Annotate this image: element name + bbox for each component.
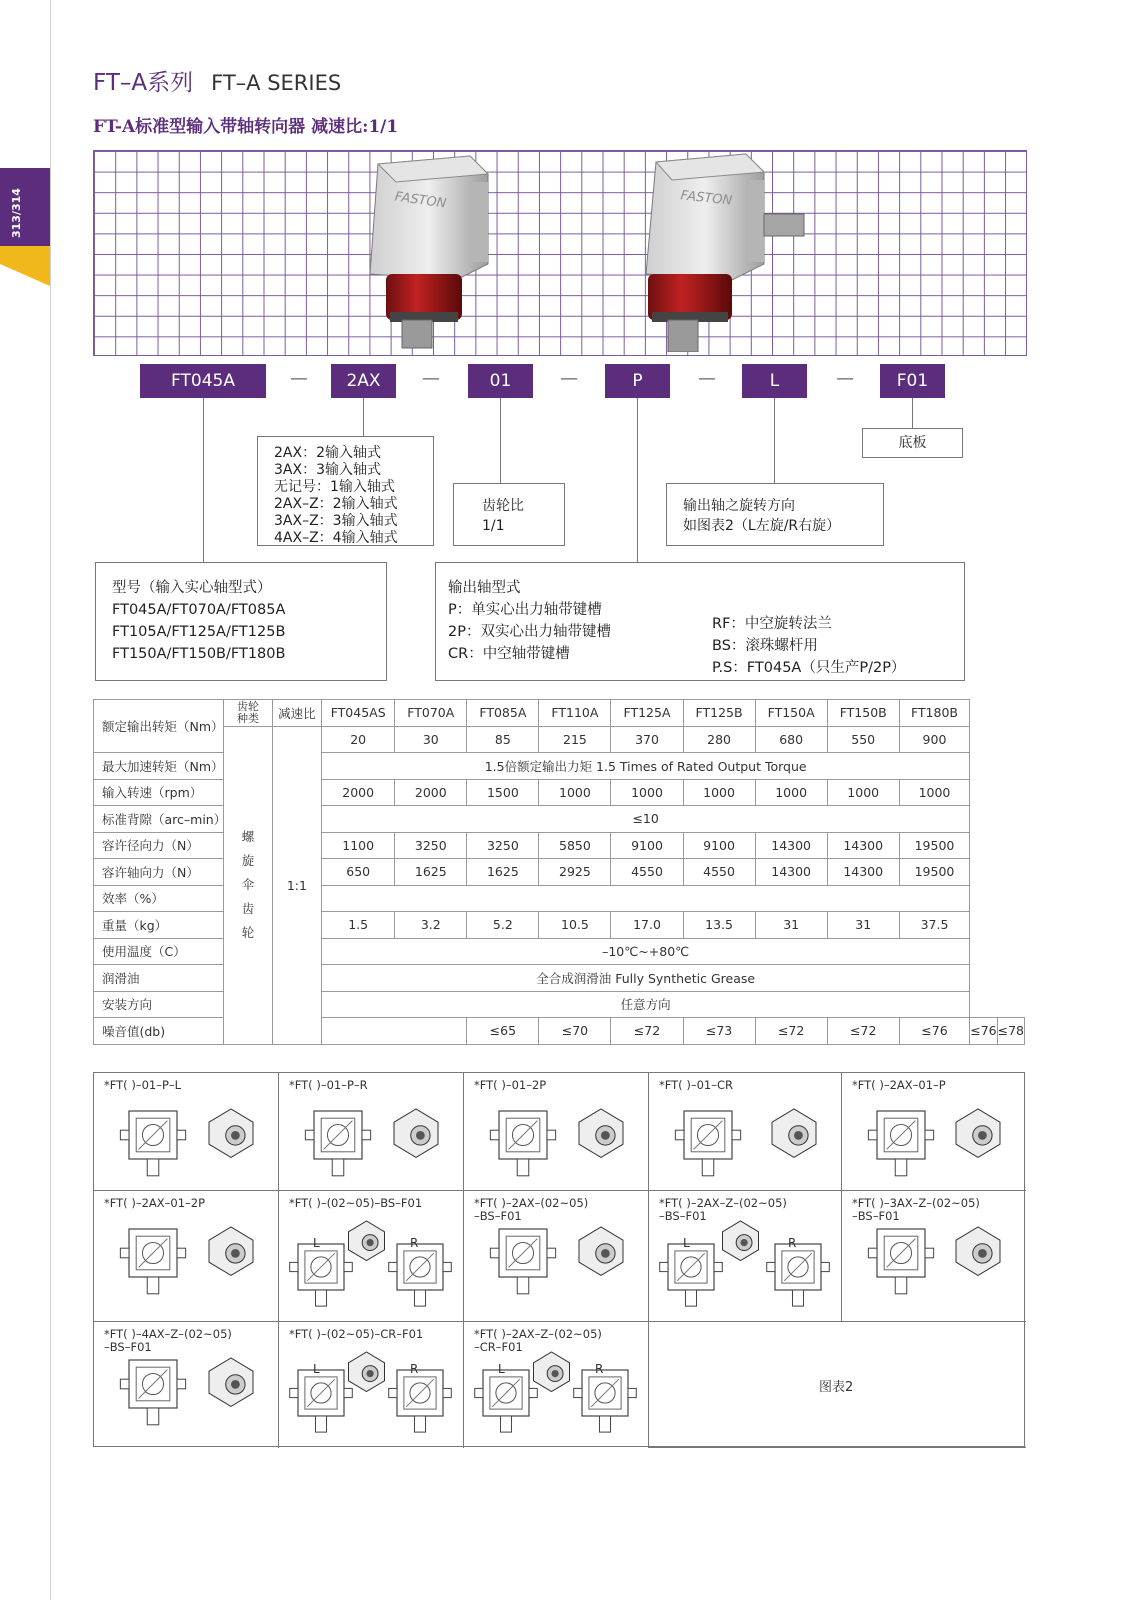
margin-line (50, 0, 51, 1600)
rotation-box: 输出轴之旋转方向 如图表2（L左旋/R右旋） (666, 483, 884, 546)
gearbox-photo-right (636, 152, 816, 352)
right-rotation-label: R (788, 1236, 797, 1250)
model-header: FT125B (683, 700, 755, 727)
code-dash: — (422, 368, 440, 389)
code-axis: 2AX (331, 364, 396, 398)
connector (363, 398, 364, 436)
code-model: FT045A (140, 364, 266, 398)
row-label: 重量（kg） (94, 912, 224, 939)
gear-type-cell: 螺 旋 伞 齿 轮 (224, 726, 272, 1044)
left-rotation-label: L (683, 1236, 690, 1250)
diagram-caption: *FT( )–2AX–01–2P (104, 1196, 206, 1210)
row-label: 润滑油 (94, 965, 224, 992)
code-rotation: L (742, 364, 807, 398)
connector (912, 398, 913, 428)
row-label: 标准背隙（arc–min） (94, 806, 224, 833)
diagram-caption: *FT( )–01–CR (659, 1078, 733, 1092)
gearbox-drawing (469, 1215, 644, 1318)
code-dash: — (290, 368, 308, 389)
page-subtitle: FT-A标准型输入带轴转向器 减速比:1/1 (93, 117, 399, 137)
diagram-cell (842, 1191, 1026, 1322)
diagram-caption: *FT( )–01–P–R (289, 1078, 368, 1092)
model-header: FT125A (611, 700, 683, 727)
gearbox-drawing (654, 1097, 837, 1187)
diagram-cell (464, 1322, 649, 1448)
diagram-caption: *FT( )–4AX–Z–(02~05) –BS–F01 (104, 1327, 232, 1354)
model-header: FT180B (899, 700, 969, 727)
spec-table: 额定输出转矩（Nm） 齿轮 种类 减速比 FT045AS FT070A FT085A FT110A FT125A FT125B FT150A FT150B FT180B 螺 旋 伞 齿 轮 1:1 20 30 85 215 370 280 680 550 900 最大加速转矩（Nm） 1.5倍额定输出力矩 1.5 Times of Rated Output Torque 输入转速（rpm） 2000 2000 1500 1000 1000 1000 1000 1000 1000 标准背隙（arc–min） ≤10 容许径向力（N） 1100 3250 3250 5850 9100 9100 14300 14300 19500 容许轴向力（N） 650 1625 1625 2925 4550 4550 14300 14300 19500 效率（%） 重量（kg） 1.5 3.2 5.2 10.5 17.0 13.5 31 31 37.5 使用温度（C） –10℃~+80℃ 润滑油 全合成润滑油 Fully Synthetic Grease 安装方向 任意方向 噪音值(db) ≤65 ≤70 ≤72 ≤73 ≤72 ≤72 ≤76 ≤76 ≤78 (93, 699, 1025, 1045)
ratio-cell: 1:1 (272, 726, 321, 1044)
row-label: 输入转速（rpm） (94, 779, 224, 806)
row-label: 容许径向力（N） (94, 832, 224, 859)
row-label: 容许轴向力（N） (94, 859, 224, 886)
code-dash: — (836, 368, 854, 389)
right-rotation-label: R (595, 1362, 604, 1376)
diagram-caption: *FT( )–2AX–01–P (852, 1078, 946, 1092)
diagram-grid (93, 1072, 1025, 1447)
diagram-caption: *FT( )–01–2P (474, 1078, 547, 1092)
diagram-cell (279, 1322, 464, 1448)
gear-type-header: 齿轮 种类 (224, 700, 272, 727)
gearbox-drawing (469, 1097, 644, 1187)
diagram-cell (464, 1191, 649, 1322)
brand-logo-right: FASTON (679, 188, 733, 209)
gearbox-drawing (284, 1346, 459, 1444)
left-rotation-label: L (498, 1362, 505, 1376)
code-base: F01 (880, 364, 945, 398)
gear-ratio-box: 齿轮比 1/1 (453, 483, 565, 546)
connector (203, 398, 204, 562)
output-box: 输出轴型式 P：单实心出力轴带键槽 2P：双实心出力轴带键槽 CR：中空轴带键槽 RF：中空旋转法兰 BS：滚珠螺杆用 P.S：FT045A（只生产P/2P） (435, 562, 965, 681)
right-rotation-label: R (410, 1236, 419, 1250)
code-output: P (605, 364, 670, 398)
brand-logo-left: FASTON (393, 189, 448, 212)
gearbox-drawing (99, 1346, 274, 1444)
page-title (93, 64, 341, 97)
diagram-cell (649, 1073, 842, 1191)
gearbox-drawing (847, 1215, 1021, 1318)
diagram-cell (649, 1191, 842, 1322)
diagram-cell (94, 1322, 279, 1448)
row-label: 安装方向 (94, 991, 224, 1018)
left-rotation-label: L (313, 1362, 320, 1376)
model-box: 型号（输入实心轴型式） FT045A/FT070A/FT085A FT105A/FT125A/FT125B FT150A/FT150B/FT180B (95, 562, 387, 681)
diagram-cell (842, 1073, 1026, 1191)
diagram-caption: *FT( )–2AX–Z–(02~05) –BS–F01 (659, 1196, 787, 1223)
left-rotation-label: L (313, 1236, 320, 1250)
diagram-caption: *FT( )–3AX–Z–(02~05) –BS–F01 (852, 1196, 980, 1223)
diagram-caption: *FT( )–(02~05)–CR–F01 (289, 1327, 424, 1341)
page-tab (0, 168, 50, 288)
right-rotation-label: R (410, 1362, 419, 1376)
axis-type-box: 2AX：2输入轴式 3AX：3输入轴式 无记号：1输入轴式 2AX–Z：2输入轴式 3AX–Z：3输入轴式 4AX–Z：4输入轴式 (257, 436, 434, 546)
row-label: 效率（%） (94, 885, 224, 912)
row-label: 最大加速转矩（Nm） (94, 753, 224, 780)
gearbox-drawing (284, 1215, 459, 1318)
chart-caption-cell (649, 1322, 1026, 1448)
code-ratio: 01 (468, 364, 533, 398)
diagram-cell (464, 1073, 649, 1191)
product-photo-panel (93, 150, 1027, 356)
gearbox-drawing (99, 1097, 274, 1187)
model-header: FT045AS (322, 700, 395, 727)
model-header: FT085A (467, 700, 539, 727)
code-dash: — (698, 368, 716, 389)
base-box: 底板 (862, 428, 963, 458)
diagram-caption: *FT( )–01–P–L (104, 1078, 182, 1092)
connector (774, 398, 775, 483)
page-number: 313/314 (10, 188, 23, 238)
connector (637, 398, 638, 562)
diagram-cell (279, 1073, 464, 1191)
diagram-cell (94, 1073, 279, 1191)
gearbox-drawing (654, 1215, 837, 1318)
gearbox-drawing (284, 1097, 459, 1187)
code-dash: — (560, 368, 578, 389)
diagram-cell (279, 1191, 464, 1322)
gearbox-photo-left (360, 152, 500, 352)
model-header: FT070A (395, 700, 467, 727)
diagram-caption: *FT( )–2AX–(02~05) –BS–F01 (474, 1196, 589, 1223)
model-header: FT150B (827, 700, 899, 727)
diagram-caption: *FT( )–2AX–Z–(02~05) –CR–F01 (474, 1327, 602, 1354)
row-label: 额定输出转矩（Nm） (94, 700, 224, 753)
title-cn: FT–A系列 (93, 70, 194, 96)
chart-caption: 图表2 (819, 1380, 854, 1395)
row-label: 使用温度（C） (94, 938, 224, 965)
ratio-header: 减速比 (272, 700, 321, 727)
gearbox-drawing (847, 1097, 1021, 1187)
row-label: 噪音值(db) (94, 1018, 224, 1045)
connector (500, 398, 501, 483)
title-en: FT–A SERIES (211, 71, 342, 95)
diagram-caption: *FT( )–(02~05)–BS–F01 (289, 1196, 423, 1210)
model-header: FT110A (539, 700, 611, 727)
model-header: FT150A (755, 700, 827, 727)
gearbox-drawing (469, 1346, 644, 1444)
diagram-cell (94, 1191, 279, 1322)
gearbox-drawing (99, 1215, 274, 1318)
